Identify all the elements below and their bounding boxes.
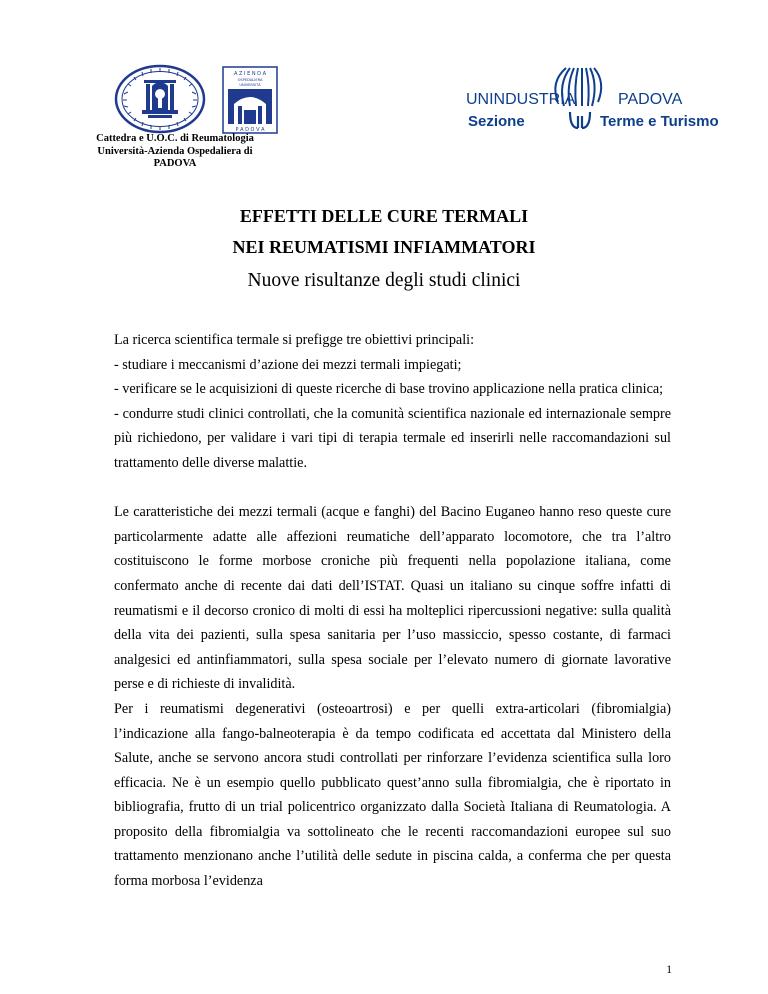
svg-text:UNIVERSITÀ: UNIVERSITÀ: [239, 83, 261, 87]
paragraph-mezzi-termali: Le caratteristiche dei mezzi termali (acque e fanghi) del Bacino Euganeo hanno reso queste cure particolarmente adatte alle affezioni reumatiche dell’apparato locomotore, che tra l’altro costituiscono le forme morbose croniche più frequenti nella popolazione italiana, come confermato anche di recente dai dati dell’ISTAT. Quasi un italiano su cinque soffre infatti di reumatismi e il decorso cronico di molti di essi ha molteplici ripercussioni negative: sulla qualità della vita dei pazienti, sulla spesa sanitaria per l’uso massiccio, spesso costante, di farmaci analgesici ed antinfiammatori, sulla spesa sociale per l’elevato numero di giornate lavorative perse e di richieste di invalidità.: [114, 504, 671, 693]
department-line-3: PADOVA: [153, 158, 197, 169]
university-seal-logo: [114, 64, 206, 134]
paragraph-reumatismi-degenerativi: Per i reumatismi degenerativi (osteoartrosi) e per quelli extra-articolari (fibromialgia) l’indicazione alla fango-balneoterapia è da tempo codificata ed accettata dal Ministero della Salute, anche se servono ancora studi controllati per rinforzare l’evidenza scientifica sulla loro efficacia. Ne è un esempio quello pubblicato quest’anno sulla fibromialgia, che è riportato in bibliografia, frutto di un trial policentrico organizzato dalla Società Italiana di Reumatologia. A proposito della fibromialgia va sottolineato che le recenti raccomandazioni europee sul suo trattamento menzionano anche l’utilità delle sedute in piscina calda, a conferma che per questa forma morbosa l’evidenza: [114, 700, 671, 890]
department-line-1: Cattedra e U.O.C. di Reumatologia: [96, 133, 254, 144]
department-heading: [60, 133, 290, 171]
page-number: 1: [666, 964, 672, 976]
department-line-2: Università-Azienda Ospedaliera di: [97, 145, 253, 157]
unindustria-text: UNINDUSTRIA: [466, 91, 576, 108]
sezione-text: Sezione: [468, 113, 525, 130]
document-title-line-2: NEI REUMATISMI INFIAMMATORI: [232, 237, 536, 257]
terme-turismo-text: Terme e Turismo: [600, 113, 719, 130]
unindustria-padova-logo: [466, 66, 719, 134]
document-subtitle: Nuove risultanze degli studi clinici: [247, 270, 521, 291]
azienda-ospedaliera-logo: [222, 66, 278, 134]
svg-text:OSPEDALIERA: OSPEDALIERA: [237, 78, 263, 82]
document-body: [114, 328, 671, 894]
azienda-logo-bottom-text: P A D O V A: [235, 127, 265, 133]
objective-2: - verificare se le acquisizioni di queste ricerche di base trovino applicazione nella pratica clinica;: [114, 381, 664, 398]
document-title-line-1: EFFETTI DELLE CURE TERMALI: [239, 206, 529, 226]
objective-1: - studiare i meccanismi d’azione dei mezzi termali impiegati;: [114, 356, 462, 373]
objective-3: - condurre studi clinici controllati, che la comunità scientifica nazionale ed internazionale sempre più richiedono, per validare i vari tipi di terapia termale ed inserirli nelle raccomandazioni sul trattamento delle diverse malattie.: [114, 405, 671, 471]
azienda-logo-top-text: A Z I E N D A: [233, 71, 267, 77]
intro-paragraph: La ricerca scientifica termale si prefigge tre obiettivi principali:: [114, 332, 475, 348]
padova-logo-text: PADOVA: [618, 91, 683, 108]
